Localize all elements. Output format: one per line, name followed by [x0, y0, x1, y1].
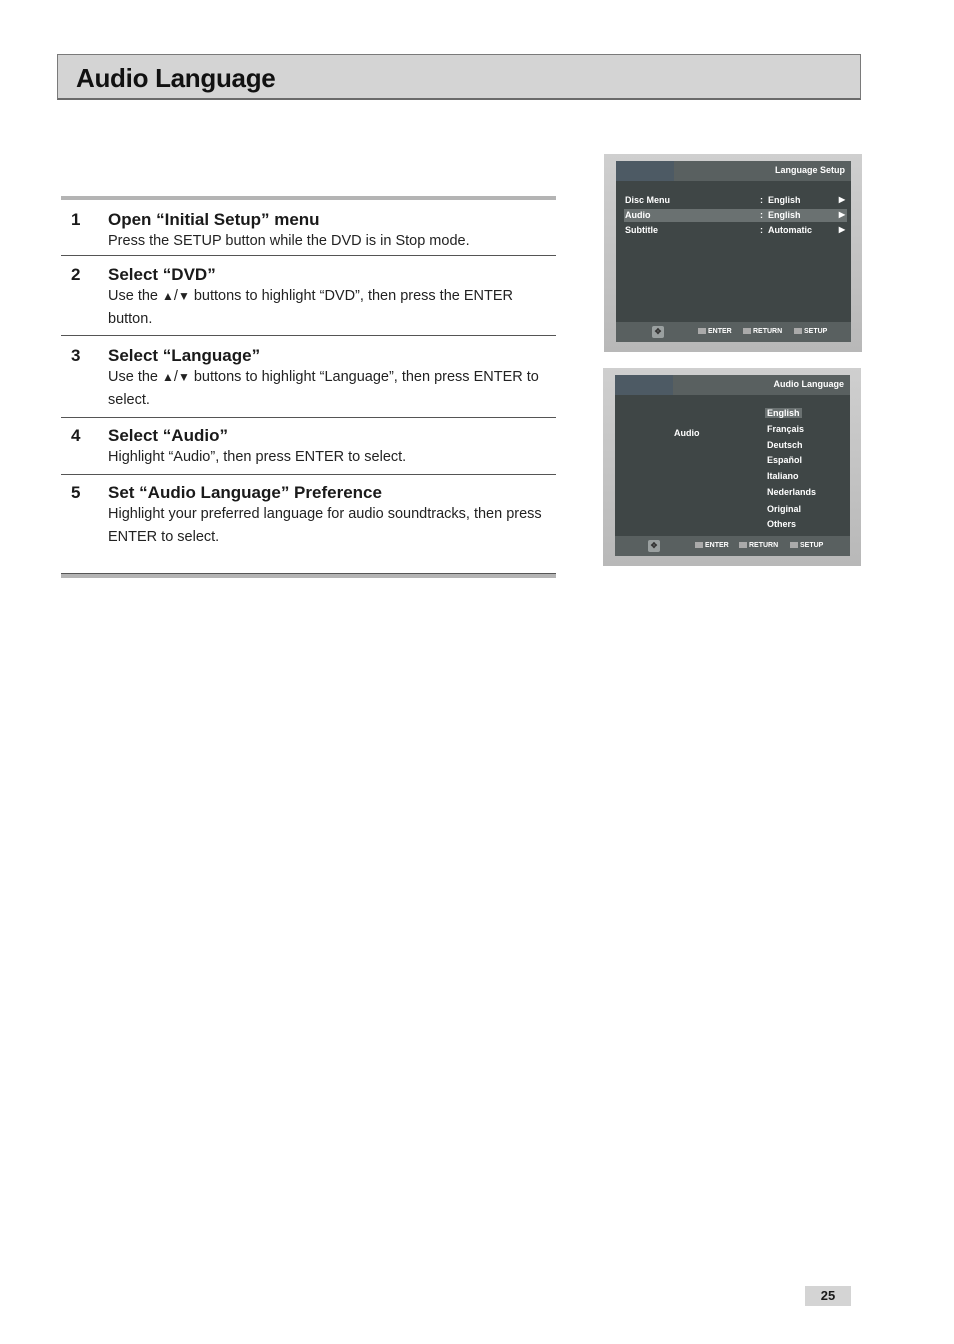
lang-option: Français — [767, 424, 805, 434]
audio-label: Audio — [674, 428, 700, 438]
lang-option: Deutsch — [767, 440, 803, 450]
right-arrow-icon: ▶ — [838, 210, 845, 219]
step-number: 3 — [71, 346, 81, 365]
dpad-icon: ✥ — [652, 326, 664, 338]
page-number: 25 — [805, 1286, 851, 1306]
step-number: 5 — [71, 483, 81, 502]
steps-list — [61, 196, 556, 578]
step-heading: Set “Audio Language” Preference — [108, 483, 382, 502]
step-number: 2 — [71, 265, 81, 284]
lang-option: Original — [767, 504, 802, 514]
screen-header — [615, 375, 850, 395]
language-setup-screenshot — [604, 154, 862, 352]
step-heading: Select “Language” — [108, 346, 261, 365]
menu-row-disc-menu: Disc Menu : English ▶ — [625, 195, 845, 205]
audio-language-screenshot — [603, 368, 861, 566]
screen-title: Audio Language — [773, 379, 844, 389]
step-5 — [61, 475, 556, 574]
step-heading: Open “Initial Setup” menu — [108, 210, 320, 229]
step-number: 4 — [71, 426, 81, 445]
title-bar — [57, 54, 861, 100]
screen-header — [616, 161, 851, 181]
step-4 — [61, 418, 556, 475]
enter-button-icon — [695, 542, 703, 548]
enter-button-icon — [698, 328, 706, 334]
menu-row-subtitle: Subtitle : Automatic ▶ — [625, 225, 845, 235]
screen-footer: ✥ ENTER RETURN SETUP — [616, 322, 851, 342]
lang-option: English — [767, 408, 800, 418]
return-button-icon — [743, 328, 751, 334]
step-body: Press the SETUP button while the DVD is in Stop mode. — [108, 233, 470, 249]
menu-row-audio: Audio : English ▶ — [625, 210, 845, 220]
step-3 — [61, 336, 556, 418]
dpad-icon: ✥ — [648, 540, 660, 552]
step-1 — [61, 200, 556, 256]
page-title: Audio Language — [76, 63, 276, 93]
right-arrow-icon: ▶ — [838, 225, 845, 234]
screen-title: Language Setup — [774, 165, 845, 175]
step-heading: Select “Audio” — [108, 426, 228, 445]
setup-button-icon — [790, 542, 798, 548]
up-arrow-icon: ▲ — [162, 289, 174, 303]
step-body: Use the ▲/▼ buttons to highlight “Language”, then press ENTER to select. — [108, 369, 539, 408]
step-body: Highlight “Audio”, then press ENTER to select. — [108, 449, 407, 465]
step-number: 1 — [71, 210, 81, 229]
step-2 — [61, 256, 556, 336]
return-button-icon — [739, 542, 747, 548]
step-body: Highlight your preferred language for audio soundtracks, then press ENTER to select. — [108, 506, 542, 545]
lang-option: Italiano — [767, 471, 799, 481]
lang-option: Español — [767, 455, 803, 465]
lang-option: Nederlands — [767, 487, 817, 497]
steps-bottom-rule — [61, 574, 556, 578]
setup-button-icon — [794, 328, 802, 334]
up-arrow-icon: ▲ — [162, 370, 174, 384]
down-arrow-icon: ▼ — [177, 289, 190, 303]
down-arrow-icon: ▼ — [177, 370, 190, 384]
screen-footer: ✥ ENTER RETURN SETUP — [615, 536, 850, 556]
step-body: Use the ▲/▼ buttons to highlight “DVD”, then press the ENTER button. — [108, 288, 514, 327]
step-heading: Select “DVD” — [108, 265, 216, 284]
lang-option: Others — [767, 519, 797, 529]
right-arrow-icon: ▶ — [838, 195, 845, 204]
